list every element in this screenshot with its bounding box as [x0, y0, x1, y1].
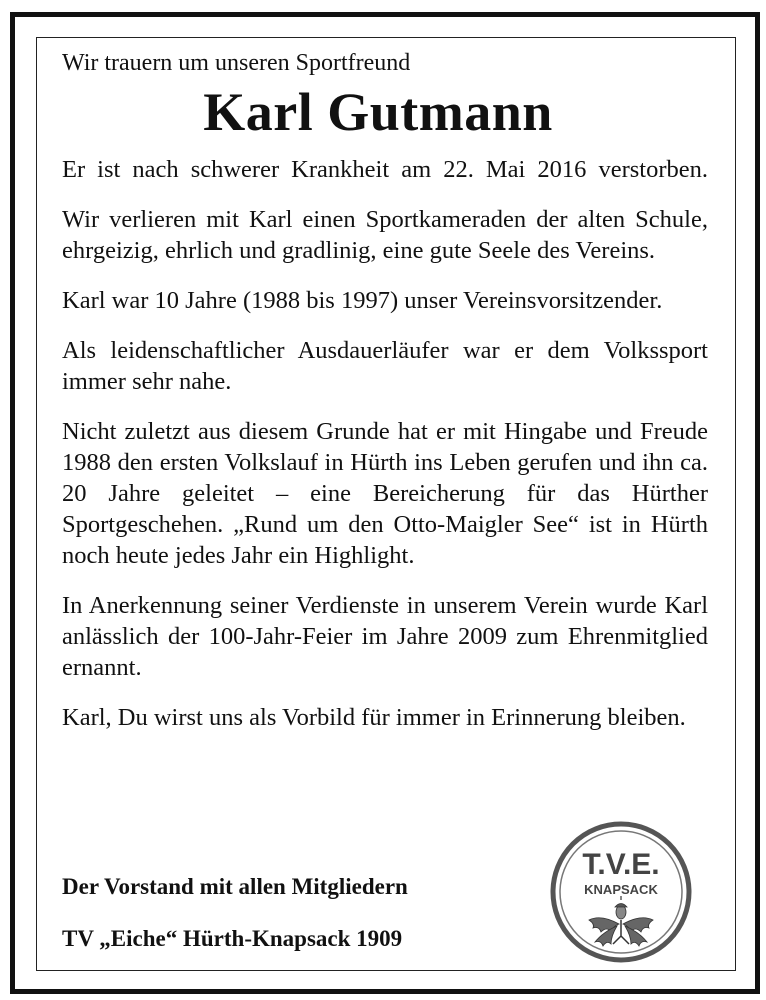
intro-line: Wir trauern um unseren Sportfreund: [62, 50, 411, 76]
club-logo: [549, 820, 693, 964]
deceased-name: Karl Gutmann: [203, 82, 553, 142]
logo-subtitle: KNAPSACK: [584, 882, 658, 897]
paragraph-ehrenmitglied: In Anerkennung seiner Verdienste in unserem Verein wurde Karl anlässlich der 100-Jahr-Feier im Jahre 2009 zum Ehrenmitglied ernannt.: [62, 592, 708, 681]
obituary-content: [48, 36, 708, 752]
paragraph-ausdauerlaeufer: Als leidenschaftlicher Ausdauerläufer war er dem Volkssport immer sehr nahe.: [62, 337, 708, 395]
paragraph-volkslauf: Nicht zuletzt aus diesem Grunde hat er mit Hingabe und Freude 1988 den ersten Volkslauf in Hürth ins Leben gerufen und ihn ca. 20 Jahre geleitet – eine Bereicherung für das Hürther Sportgeschehen. „Rund um den Otto-Maigler See“ ist in Hürth noch heute jedes Jahr ein Highlight.: [62, 418, 708, 569]
signature-board: Der Vorstand mit allen Mitgliedern: [62, 874, 408, 899]
paragraph-death-notice: Er ist nach schwerer Krankheit am 22. Mai 2016 verstorben.: [62, 156, 708, 183]
paragraph-vorsitzender: Karl war 10 Jahre (1988 bis 1997) unser Vereinsvorsitzender.: [62, 287, 663, 314]
paragraph-sportkamerad: Wir verlieren mit Karl einen Sportkameraden der alten Schule, ehrgeizig, ehrlich und gradlinig, eine gute Seele des Vereins.: [62, 206, 708, 264]
signature-club: TV „Eiche“ Hürth-Knapsack 1909: [62, 926, 403, 951]
logo-title: T.V.E.: [582, 848, 660, 881]
paragraph-vorbild: Karl, Du wirst uns als Vorbild für immer in Erinnerung bleiben.: [62, 704, 686, 731]
